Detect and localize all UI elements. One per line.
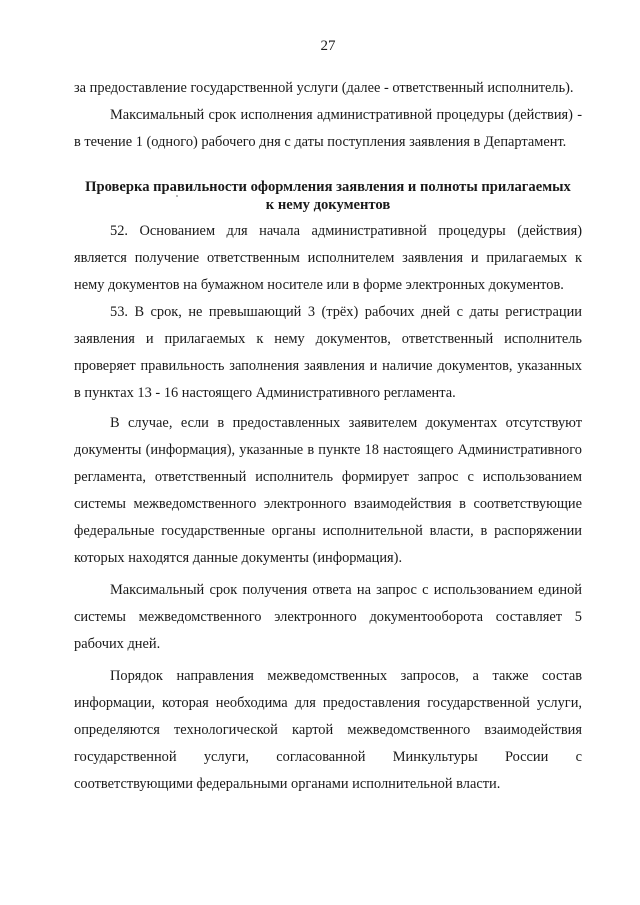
paragraph-continuation: за предоставление государственной услуги (далее - ответственный исполнитель).	[74, 80, 574, 96]
paragraph-52: 52. Основанием для начала административной процедуры (действия) является получение ответственным исполнителем заявления и прилагаемых к нему документов на бумажном носителе или в форме электронных документов.	[74, 223, 582, 293]
paragraph-max-term: Максимальный срок исполнения административной процедуры (действия) - в течение 1 (одного) рабочего дня с даты поступления заявления в Департамент.	[74, 107, 582, 150]
section-heading-line-1: Проверка правильности оформления заявления и полноты прилагаемых	[85, 179, 571, 195]
paragraph-request-procedure: Порядок направления межведомственных запросов, а также состав информации, которая необходима для предоставления государственной услуги, определяются технологической картой межведомственного взаимодействия государственной услуги, согласованной Минкультуры России с соответствующими федеральными органами исполнительной власти.	[74, 668, 582, 792]
paragraph-response-term: Максимальный срок получения ответа на запрос с использованием единой системы межведомственного электронного документооборота составляет 5 рабочих дней.	[74, 582, 582, 652]
page-number: 27	[320, 38, 336, 54]
section-heading-line-2: к нему документов	[265, 197, 391, 213]
paragraph-53: 53. В срок, не превышающий 3 (трёх) рабочих дней с даты регистрации заявления и прилагаемых к нему документов, ответственный исполнитель проверяет правильность заполнения заявления и наличие документов, указанных в пунктах 13 - 16 настоящего Административного регламента.	[74, 304, 582, 401]
section-heading	[74, 178, 582, 214]
paragraph-missing-documents: В случае, если в предоставленных заявителем документах отсутствуют документы (информация), указанные в пункте 18 настоящего Административного регламента, ответственный исполнитель формирует запрос с использованием системы межведомственного электронного взаимодействия в соответствующие федеральные государственные органы исполнительной власти, в распоряжении которых находятся данные документы (информация).	[74, 415, 582, 566]
scan-speck	[176, 195, 178, 197]
